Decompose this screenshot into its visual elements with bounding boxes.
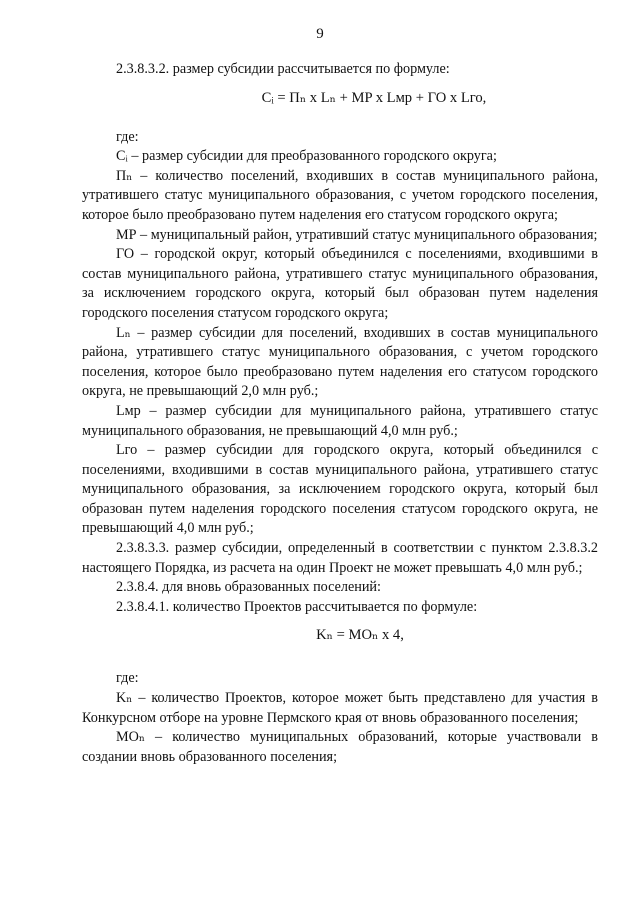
- projects-formula: Kₙ = MOₙ x 4,: [316, 627, 404, 644]
- definition-lmr: Lмр – размер субсидии для муниципального района, утратившего статус муниципального образования, не превышающий 4,0 млн руб.;: [82, 402, 598, 439]
- definition-pn: Пₙ – количество поселений, входивших в состав муниципального района, утратившего статус муниципального образования, с учетом городского поселения, которое было преобразовано путем наделения его статусом городского округа;: [82, 167, 598, 223]
- page-number: 9: [316, 26, 324, 42]
- definition-ln: Lₙ – размер субсидии для поселений, входивших в состав муниципального района, утратившего статус муниципального образования, с учетом городского поселения, которое было преобразовано путем наделения его статусом городского округа, не превышающий 2,0 млн руб.;: [82, 324, 598, 400]
- clause-2-3-8-3-3: 2.3.8.3.3. размер субсидии, определенный в соответствии с пунктом 2.3.8.3.2 настоящего Порядка, из расчета на один Проект не может превышать 4,0 млн руб.;: [82, 540, 598, 576]
- definition-go: ГО – городской округ, который объединился с поселениями, входившими в состав муниципального района, утратившего статус муниципального образования, за исключением городского округа, который был образован путем наделения городского поселения статусом городского округа;: [82, 246, 598, 321]
- definition-lgo: Lго – размер субсидии для городского округа, который объединился с поселениями, входившими в состав муниципального района, утратившего статус муниципального образования, за исключением городского округа, который был образован путем наделения городского поселения статусом городского округа, не превышающий 4,0 млн руб.;: [82, 442, 598, 537]
- definition-kn: Kₙ – количество Проектов, которое может быть представлено для участия в Конкурсном отборе на уровне Пермского края от вновь образованного поселения;: [82, 690, 598, 726]
- clause-2-3-8-4: 2.3.8.4. для вновь образованных поселений:: [116, 579, 381, 596]
- where-label: где:: [116, 670, 139, 687]
- clause-2-3-8-4-1: 2.3.8.4.1. количество Проектов рассчитывается по формуле:: [116, 598, 478, 615]
- subsidy-formula: Cᵢ = Пₙ x Lₙ + MP x Lмр + ГО x Lго,: [261, 89, 487, 106]
- spacer: [82, 118, 598, 128]
- spacer: [82, 655, 598, 669]
- definition-ci: Cᵢ – размер субсидии для преобразованного городского округа;: [116, 148, 497, 165]
- definition-mon: МОₙ – количество муниципальных образований, которые участвовали в создании вновь образованного поселения;: [82, 729, 598, 765]
- document-body: [82, 60, 598, 767]
- definition-mr: МР – муниципальный район, утративший статус муниципального образования;: [116, 226, 598, 243]
- where-label: где:: [116, 128, 139, 145]
- intro-paragraph: 2.3.8.3.2. размер субсидии рассчитывается по формуле:: [116, 61, 450, 77]
